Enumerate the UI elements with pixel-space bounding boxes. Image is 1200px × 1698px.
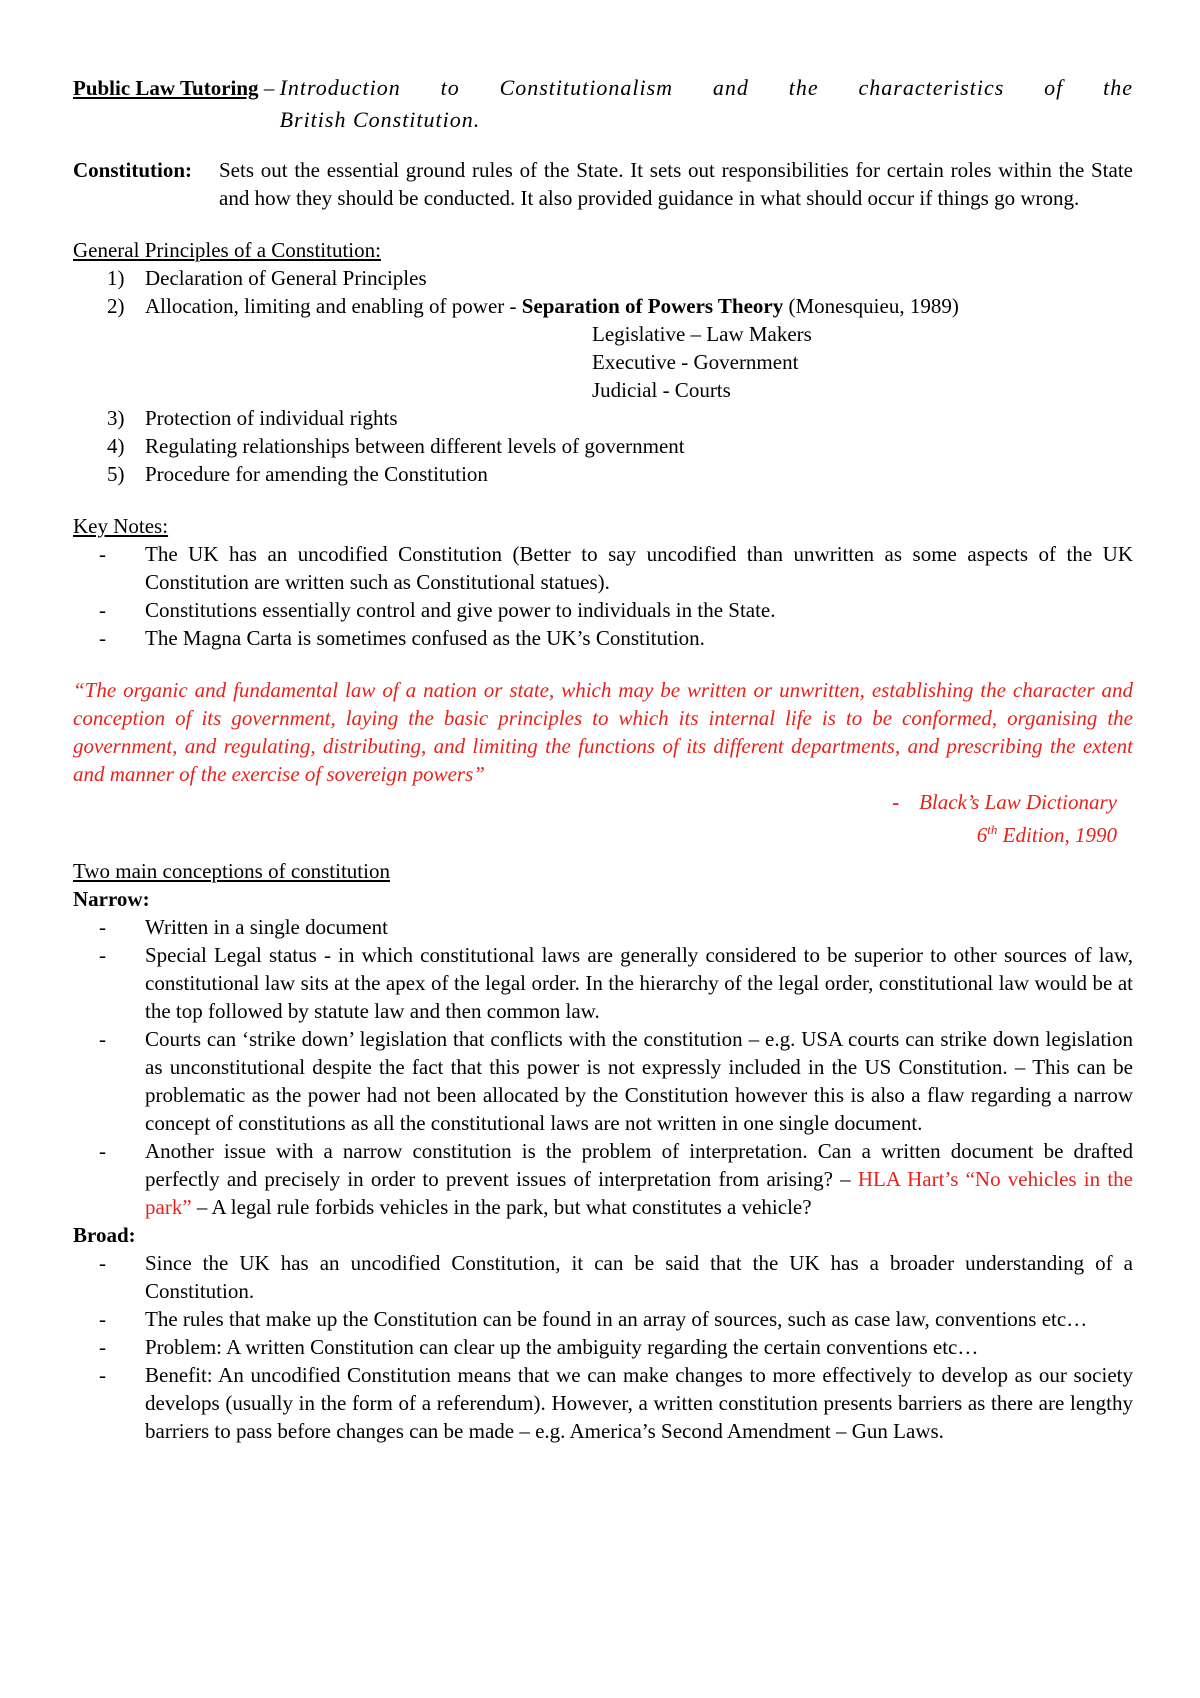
quote-attribution: - Black’s Law Dictionary [892,790,1117,814]
list-item: - Special Legal status - in which constitutional laws are generally considered to be superior to other sources of law, constitutional law sits at the apex of the legal order. In the hierarchy of the legal order, constitutional law would be at the top followed by statute law and then common law. [99,943,1133,1023]
key-notes-heading: Key Notes: [73,514,169,538]
subtitle-line-1: Introduction to Constitutionalism and the characteristics of the [279,75,1133,100]
key-notes-list [73,540,1133,652]
branch-judicial: Judicial - Courts [592,378,731,402]
title-subtitle [280,72,1133,136]
definition-term: Constitution: [73,158,193,182]
list-item: - Problem: A written Constitution can clear up the ambiguity regarding the certain conventions etc… [99,1335,979,1359]
list-item: - Courts can ‘strike down’ legislation that conflicts with the constitution – e.g. USA courts can strike down legislation as unconstitutional despite the fact that this power is not expressly included in the US Constitution. – This can be problematic as the power had not been allocated by the Constitution however this is also a flaw regarding a narrow concept of constitutions as all the constitutional laws are not written in one single document. [99,1027,1133,1135]
list-item: 5) Procedure for amending the Constitution [107,462,488,486]
separation-of-powers-label: Separation of Powers Theory [521,294,784,318]
document-title [73,72,1133,136]
general-principles-list [73,264,1133,320]
general-principles-list-continued [73,404,1133,488]
conceptions-heading: Two main conceptions of constitution [73,859,390,883]
narrow-heading: Narrow: [73,887,150,911]
list-item: 1) Declaration of General Principles [107,266,427,290]
broad-list [73,1249,1133,1445]
branch-legislative: Legislative – Law Makers [592,322,812,346]
list-item: - Another issue with a narrow constitution is the problem of interpretation. Can a written document be drafted perfectly and precisely in order to prevent issues of interpretation from arising? – HLA Hart’s “No vehicles in the park” – A legal rule forbids vehicles in the park, but what constitutes a vehicle? [99,1139,1133,1219]
list-item: - The rules that make up the Constitution can be found in an array of sources, such as case law, conventions etc… [99,1307,1088,1331]
general-principles-heading: General Principles of a Constitution: [73,238,381,262]
blacks-law-quote: “The organic and fundamental law of a nation or state, which may be written or unwritten, establishing the character and conception of its government, laying the basic principles to which its internal life is to be conformed, organising the government, and regulating, distributing, and limiting the functions of its different departments, and prescribing the extent and manner of the exercise of sovereign powers” [73,678,1133,786]
list-item: - Constitutions essentially control and give power to individuals in the State. [99,598,776,622]
definition-text: Sets out the essential ground rules of the State. It sets out responsibilities for certain roles within the State and how they should be conducted. It also provided guidance in what should occur if things go wrong. [219,158,1133,210]
constitution-definition [73,156,1133,212]
narrow-list [73,913,1133,1221]
list-item: - The Magna Carta is sometimes confused as the UK’s Constitution. [99,626,705,650]
title-main: Public Law Tutoring [73,76,259,100]
quote-edition: 6th Edition, 1990 [976,822,1117,847]
hla-hart-reference: HLA Hart’s “No vehicles in the park” [145,1167,1133,1219]
list-item: - Since the UK has an uncodified Constitution, it can be said that the UK has a broader understanding of a Constitution. [99,1251,1133,1303]
list-item: 4) Regulating relationships between different levels of government [107,434,685,458]
branch-executive: Executive - Government [592,350,799,374]
list-item: - Written in a single document [99,915,388,939]
list-item: 3) Protection of individual rights [107,406,398,430]
list-item: - Benefit: An uncodified Constitution means that we can make changes to more effectively to develop as our society develops (usually in the form of a referendum). However, a written constitution presents barriers as there are lengthy barriers to pass before changes can be made – e.g. America’s Second Amendment – Gun Laws. [99,1363,1133,1443]
list-item: - The UK has an uncodified Constitution (Better to say uncodified than unwritten as some aspects of the UK Constitution are written such as Constitutional statues). [99,542,1133,594]
list-item: 2) Allocation, limiting and enabling of power - Separation of Powers Theory (Monesquieu, 1989) [107,294,959,318]
document-page [73,72,1133,1445]
broad-heading: Broad: [73,1223,136,1247]
subtitle-line-2: British Constitution. [279,107,481,132]
title-dash: – [258,76,280,100]
